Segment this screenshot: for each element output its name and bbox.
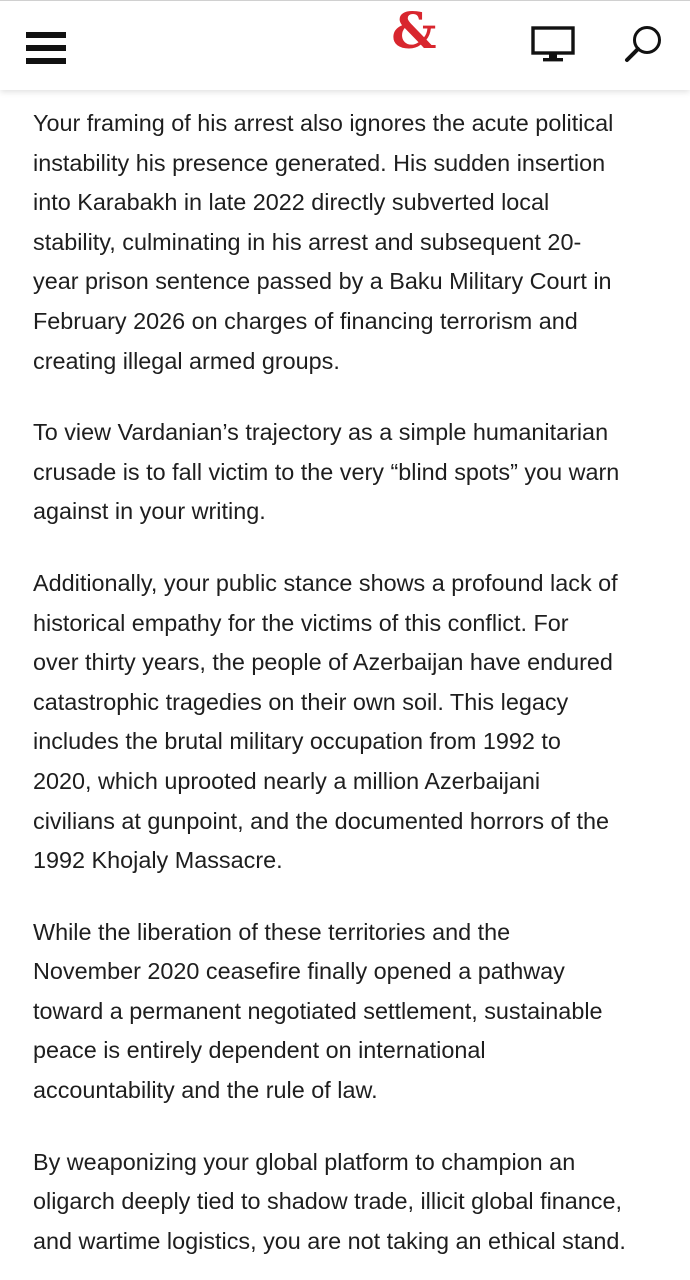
article-paragraph: By weaponizing your global platform to champion an oligarch deeply tied to shadow trade, illicit global finance, and wartime logistics, you are not taking an ethical stand. <box>33 1148 626 1254</box>
top-header <box>0 0 690 90</box>
article-paragraph: While the liberation of these territories and the November 2020 ceasefire finally opened a pathway toward a permanent negotiated settlement, sustainable peace is entirely dependent on international accountability and the rule of law. <box>33 918 603 1104</box>
article-body <box>33 104 663 1280</box>
article-paragraph: To view Vardanian’s trajectory as a simple humanitarian crusade is to fall victim to the very “blind spots” you warn against in your writing. <box>33 419 620 525</box>
search-icon[interactable] <box>622 23 664 65</box>
monitor-icon-graphic <box>530 25 576 65</box>
monitor-icon[interactable] <box>530 25 576 65</box>
menu-bar <box>26 58 66 64</box>
menu-bar <box>26 32 66 38</box>
article-paragraph: Additionally, your public stance shows a profound lack of historical empathy for the victims of this conflict. For over thirty years, the people of Azerbaijan have endured catastrophic tragedies on their own soil. This legacy includes the brutal military occupation from 1992 to 2020, which uprooted nearly a million Azerbaijani civilians at gunpoint, and the documented horrors of the 1992 Khojaly Massacre. <box>33 569 618 874</box>
menu-bar <box>26 45 66 51</box>
article-paragraph: Your framing of his arrest also ignores the acute political instability his presence generated. His sudden insertion into Karabakh in late 2022 directly subverted local stability, culminating in his arrest and subsequent 20- year prison sentence passed by a Baku Military Court in February 2026 on charges of financing terrorism and creating illegal armed groups. <box>33 110 614 374</box>
hamburger-menu-icon[interactable] <box>26 32 66 64</box>
search-icon-graphic <box>622 23 664 65</box>
site-logo[interactable]: & <box>391 1 437 60</box>
